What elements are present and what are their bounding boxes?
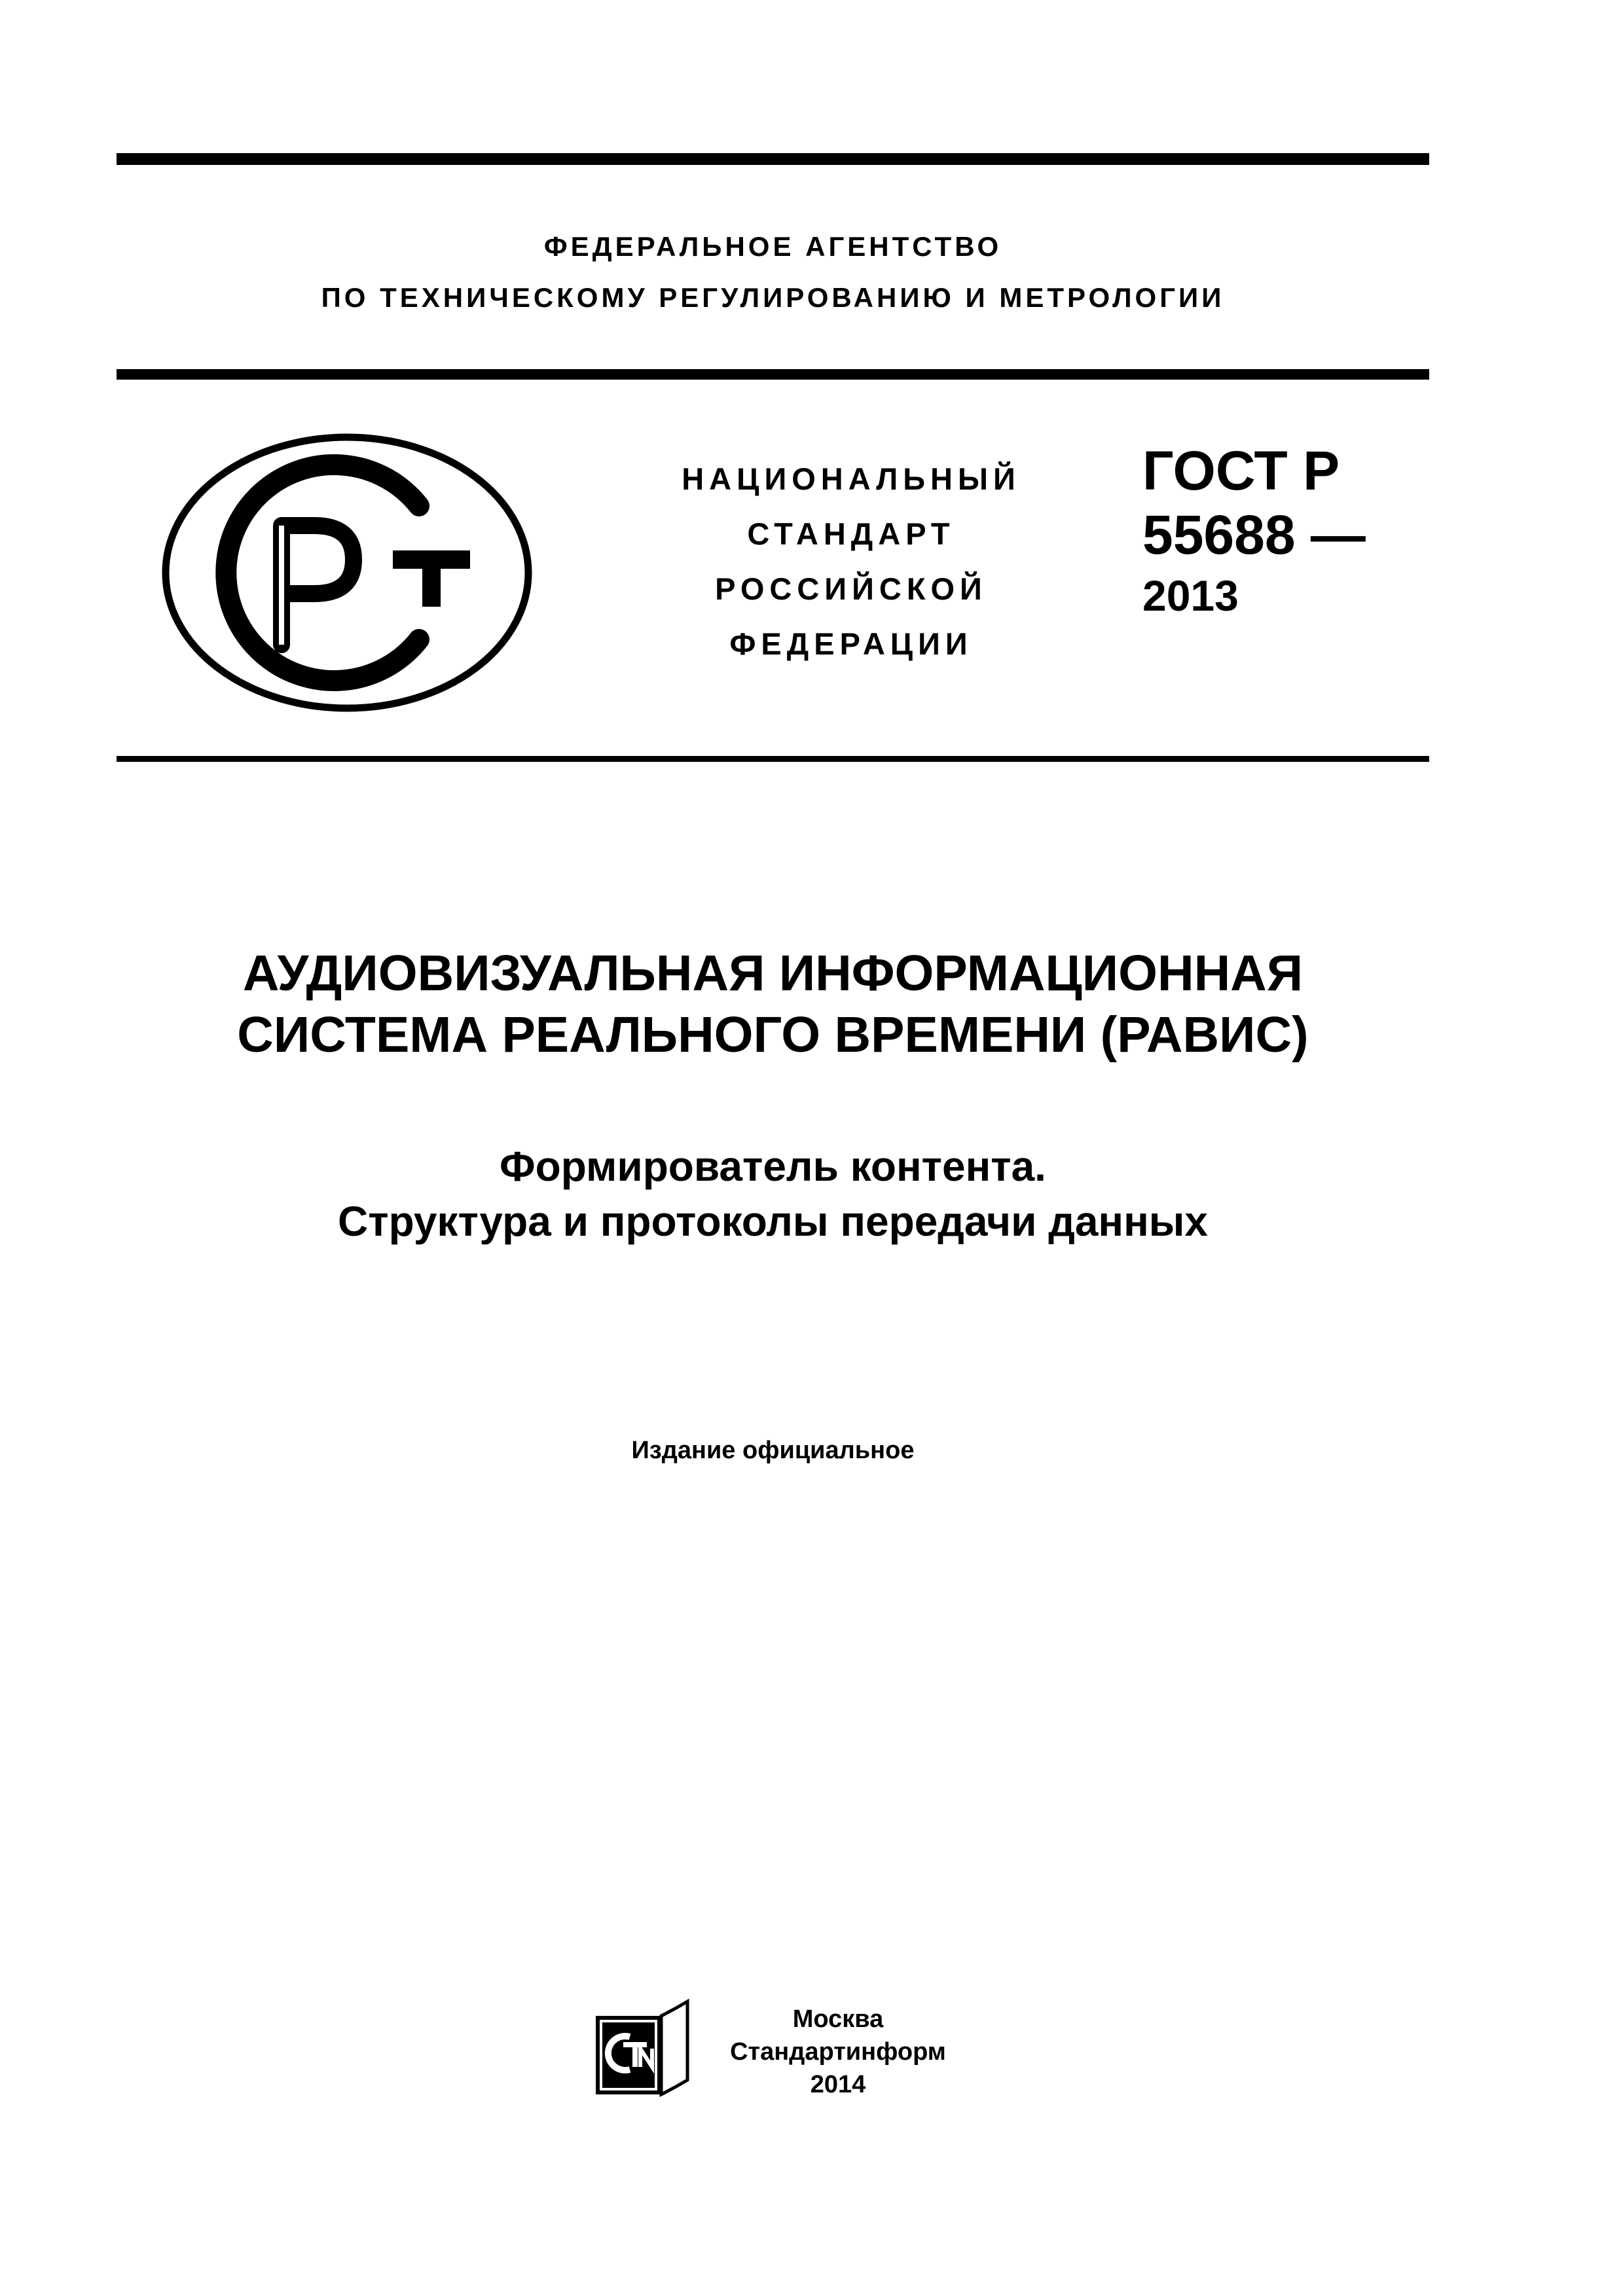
title-line-2: СИСТЕМА РЕАЛЬНОГО ВРЕМЕНИ (РАВИС) — [237, 1007, 1309, 1063]
publisher-block — [720, 2003, 956, 2101]
national-standard-label — [629, 452, 1074, 672]
publisher-name: Стандартинформ — [730, 2038, 946, 2066]
national-line-4: ФЕДЕРАЦИИ — [729, 626, 973, 661]
rst-certification-mark-icon — [157, 429, 537, 717]
agency-line-1: ФЕДЕРАЛЬНОЕ АГЕНТСТВО — [543, 231, 1002, 262]
standartinform-logo-icon — [589, 1996, 694, 2101]
agency-line-2: ПО ТЕХНИЧЕСКОМУ РЕГУЛИРОВАНИЮ И МЕТРОЛОГИИ — [321, 282, 1225, 313]
national-line-3: РОССИЙСКОЙ — [715, 571, 987, 606]
publisher-city: Москва — [792, 2005, 884, 2033]
gost-year: 2013 — [1142, 571, 1239, 620]
gost-line-1: ГОСТ Р — [1142, 440, 1340, 501]
title-line-1: АУДИОВИЗУАЛЬНАЯ ИНФОРМАЦИОННАЯ — [242, 945, 1304, 1001]
publisher-year: 2014 — [810, 2071, 866, 2098]
edition-label: Издание официальное — [631, 1437, 915, 1464]
national-line-1: НАЦИОНАЛЬНЫЙ — [682, 461, 1021, 496]
subtitle-line-1: Формирователь контента. — [500, 1143, 1046, 1190]
subtitle-line-2: Структура и протоколы передачи данных — [338, 1198, 1208, 1245]
document-subtitle — [117, 1139, 1429, 1249]
bottom-rule — [117, 756, 1429, 762]
document-title — [117, 942, 1429, 1066]
middle-rule — [117, 369, 1429, 380]
agency-header — [117, 221, 1429, 323]
gost-line-2: 55688 — — [1142, 504, 1366, 565]
top-rule — [117, 153, 1429, 165]
gost-designation — [1142, 439, 1366, 624]
national-line-2: СТАНДАРТ — [747, 516, 955, 551]
